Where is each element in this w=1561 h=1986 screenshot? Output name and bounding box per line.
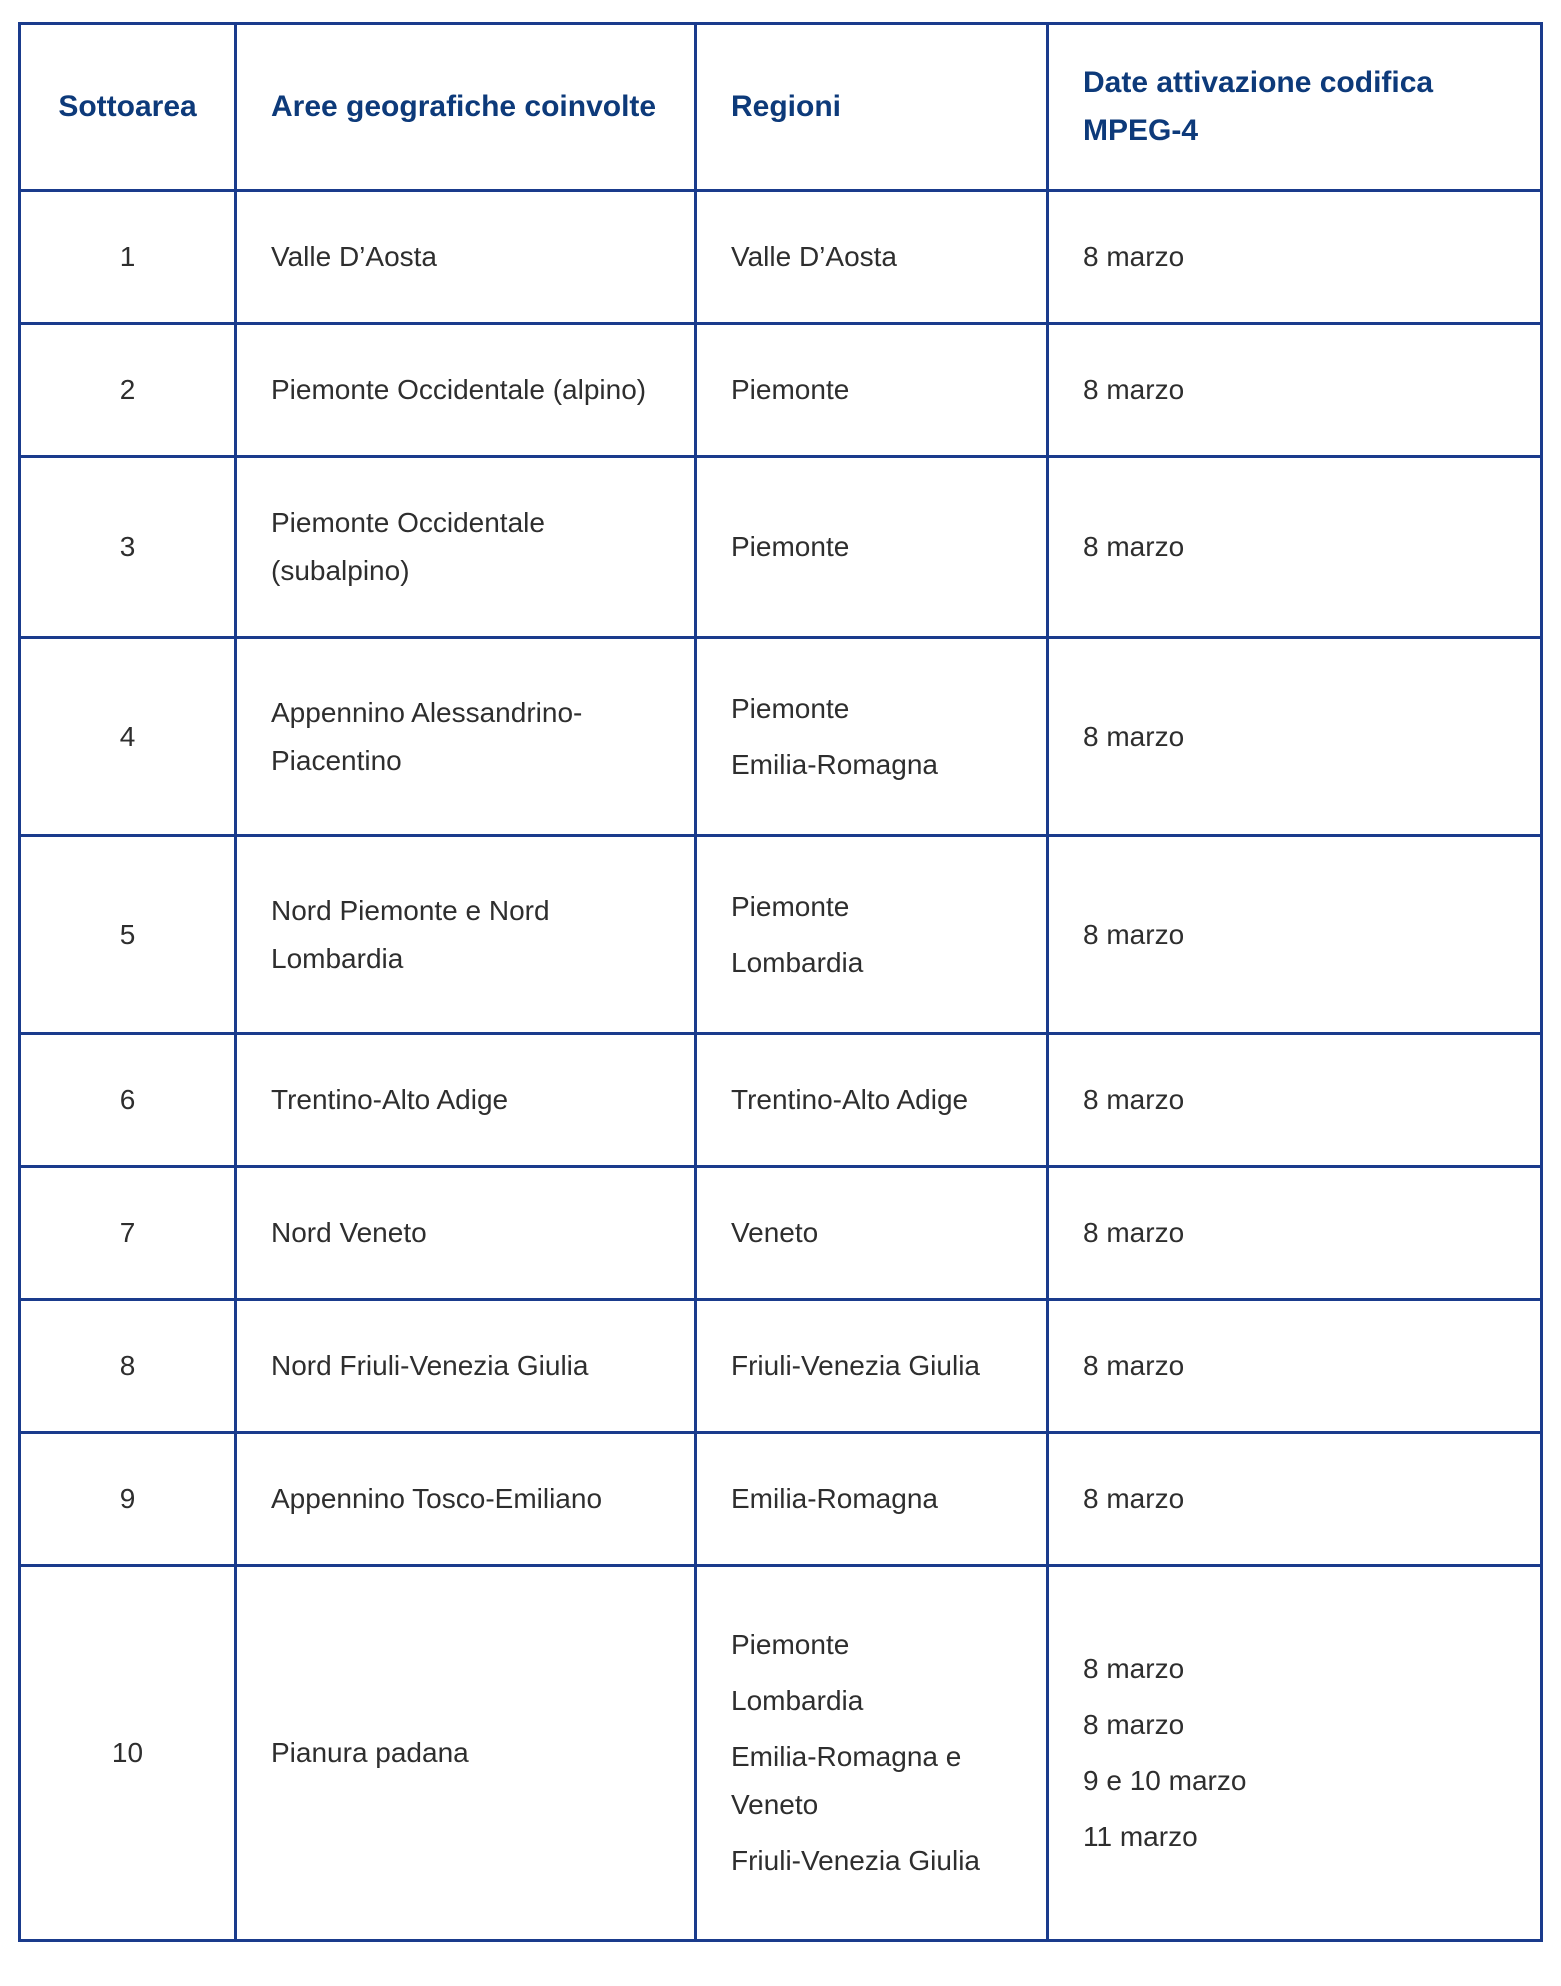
cell-regioni (696, 457, 1048, 638)
cell-date (1048, 638, 1542, 836)
cell-date (1048, 191, 1542, 324)
cell-area: Nord Veneto (236, 1167, 696, 1300)
cell-date (1048, 457, 1542, 638)
data: 8 marzo (1083, 918, 1185, 950)
table-row (20, 457, 1542, 638)
regione: Piemonte (731, 1629, 850, 1660)
cell-regioni (696, 638, 1048, 836)
cell-sottoarea: 1 (20, 191, 236, 324)
subareas-table (18, 22, 1543, 1942)
cell-regioni (696, 836, 1048, 1034)
table-row (20, 324, 1542, 457)
table-row (20, 1566, 1542, 1941)
regione: Lombardia (731, 1685, 864, 1716)
cell-area: Piemonte Occidentale (subalpino) (236, 457, 696, 638)
regione: Friuli-Venezia Giulia (731, 1350, 980, 1381)
header-aree: Aree geografiche coinvolte (236, 24, 696, 191)
table-row (20, 1433, 1542, 1566)
table-row (20, 836, 1542, 1034)
data: 8 marzo (1083, 1483, 1185, 1514)
cell-sottoarea: 2 (20, 324, 236, 457)
cell-area: Appennino Tosco-Emiliano (236, 1433, 696, 1566)
data: 8 marzo (1083, 1217, 1185, 1248)
data: 11 marzo (1083, 1821, 1198, 1852)
regione: Friuli-Venezia Giulia (731, 1845, 980, 1876)
data: 8 marzo (1083, 531, 1185, 562)
data: 8 marzo (1083, 374, 1185, 405)
cell-date (1048, 1300, 1542, 1433)
cell-date (1048, 1433, 1542, 1566)
header-regioni: Regioni (696, 24, 1048, 191)
regione: Emilia-Romagna (731, 748, 938, 780)
regione: Emilia-Romagna e Veneto (731, 1741, 962, 1820)
cell-sottoarea: 5 (20, 836, 236, 1034)
cell-area: Nord Friuli-Venezia Giulia (236, 1300, 696, 1433)
table-header-row (20, 24, 1542, 191)
cell-regioni (696, 1300, 1048, 1433)
regione: Trentino-Alto Adige (731, 1084, 969, 1115)
table-row (20, 1300, 1542, 1433)
cell-regioni (696, 1566, 1048, 1941)
regione: Veneto (731, 1217, 819, 1248)
regione: Valle D’Aosta (731, 241, 898, 272)
regione: Piemonte (731, 374, 850, 405)
cell-area: Pianura padana (236, 1566, 696, 1941)
table-row (20, 1167, 1542, 1300)
table-row (20, 191, 1542, 324)
regione: Piemonte (731, 692, 850, 724)
data: 8 marzo (1083, 1653, 1185, 1684)
cell-regioni (696, 1034, 1048, 1167)
cell-area: Nord Piemonte e Nord Lombardia (236, 836, 696, 1034)
cell-date (1048, 1167, 1542, 1300)
cell-area: Valle D’Aosta (236, 191, 696, 324)
cell-area: Piemonte Occidentale (alpino) (236, 324, 696, 457)
data: 8 marzo (1083, 241, 1185, 272)
data: 8 marzo (1083, 1084, 1185, 1115)
regione: Lombardia (731, 946, 864, 978)
regione: Emilia-Romagna (731, 1483, 938, 1514)
cell-regioni (696, 1167, 1048, 1300)
data: 8 marzo (1083, 720, 1185, 752)
cell-sottoarea: 4 (20, 638, 236, 836)
table-row (20, 1034, 1542, 1167)
data: 8 marzo (1083, 1709, 1185, 1740)
cell-regioni (696, 1433, 1048, 1566)
data: 9 e 10 marzo (1083, 1765, 1247, 1796)
regione: Piemonte (731, 890, 850, 922)
table-row (20, 638, 1542, 836)
cell-date (1048, 1566, 1542, 1941)
cell-date (1048, 324, 1542, 457)
cell-area: Trentino-Alto Adige (236, 1034, 696, 1167)
header-date: Date attivazione codifica MPEG-4 (1048, 24, 1542, 191)
cell-sottoarea: 9 (20, 1433, 236, 1566)
cell-sottoarea: 8 (20, 1300, 236, 1433)
data: 8 marzo (1083, 1350, 1185, 1381)
regione: Piemonte (731, 531, 850, 562)
cell-date (1048, 836, 1542, 1034)
cell-regioni (696, 191, 1048, 324)
cell-date (1048, 1034, 1542, 1167)
header-sottoarea: Sottoarea (20, 24, 236, 191)
cell-sottoarea: 6 (20, 1034, 236, 1167)
cell-regioni (696, 324, 1048, 457)
cell-area: Appennino Alessandrino-Piacentino (236, 638, 696, 836)
cell-sottoarea: 7 (20, 1167, 236, 1300)
cell-sottoarea: 3 (20, 457, 236, 638)
cell-sottoarea: 10 (20, 1566, 236, 1941)
